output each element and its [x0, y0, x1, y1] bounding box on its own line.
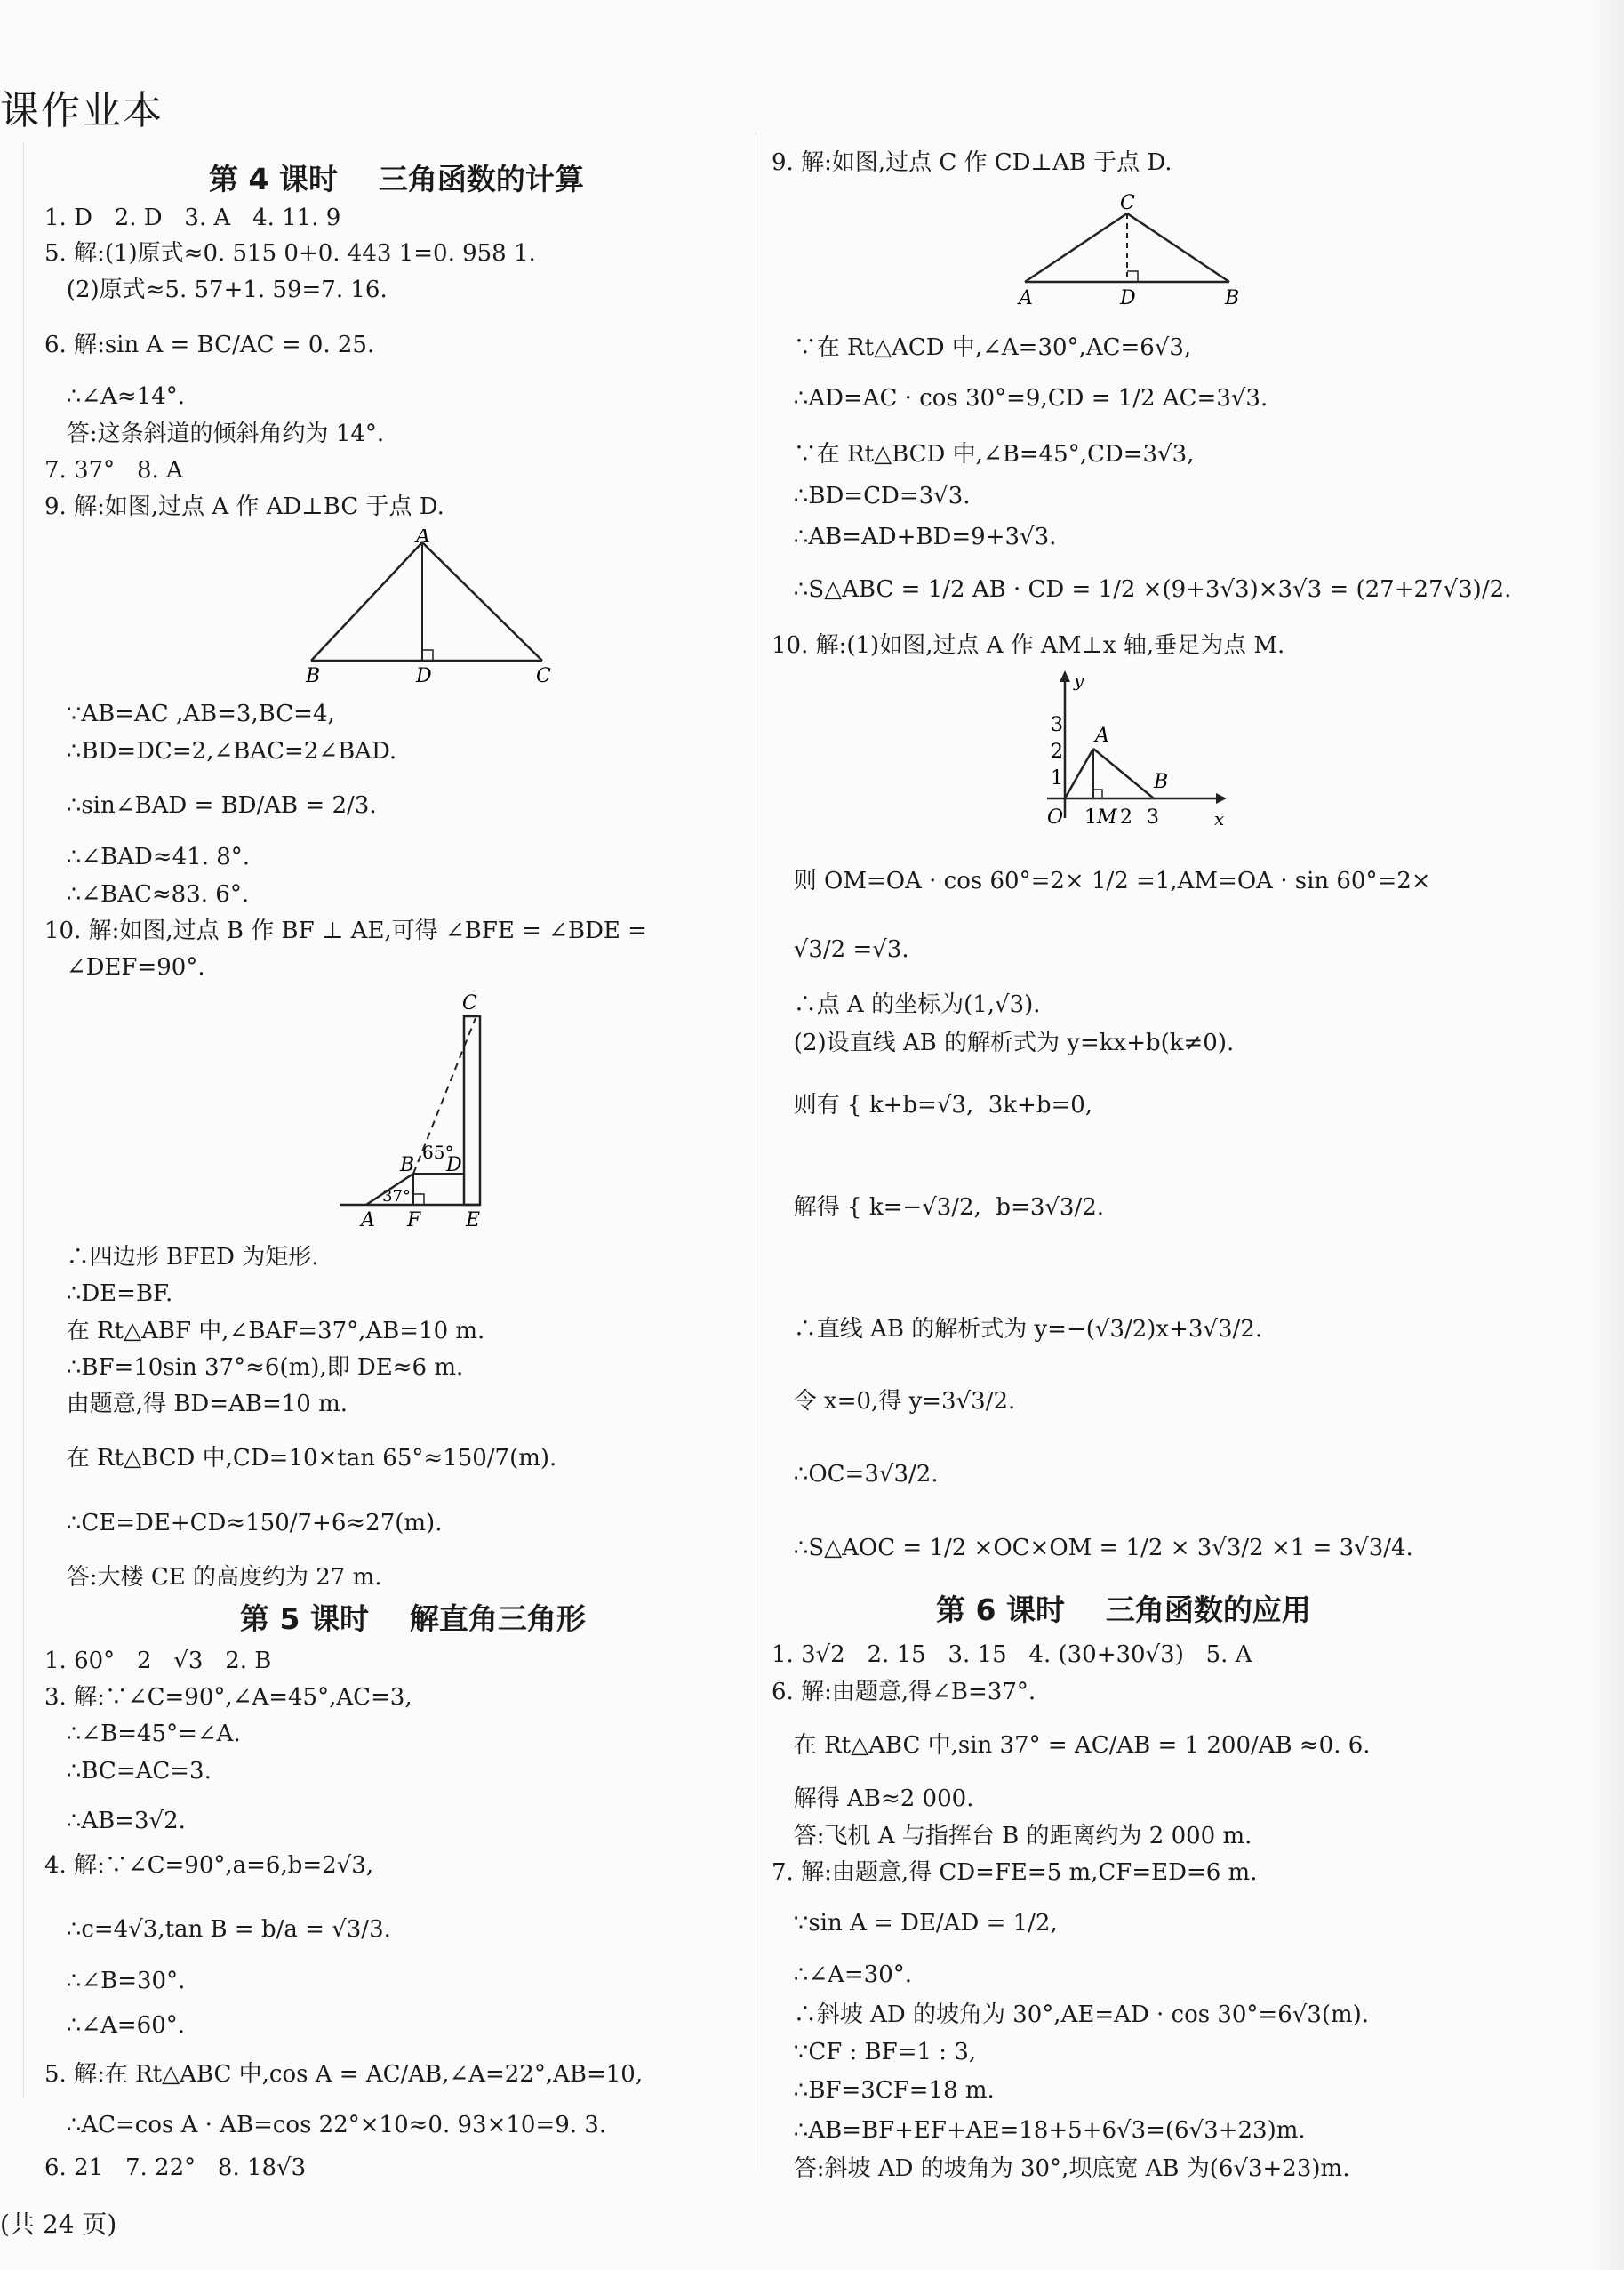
fig-label: B	[306, 665, 321, 687]
tick-label: 1	[1084, 806, 1097, 829]
answer-line: ∴AC=cos A · AB=cos 22°×10≈0. 93×10=9. 3.	[44, 2112, 607, 2138]
fig-line	[422, 542, 542, 661]
x-axis-arrow	[1216, 793, 1227, 804]
answer-line: ∴BF=3CF=18 m.	[772, 2077, 995, 2104]
answer-line: ∴∠A=60°.	[44, 2012, 186, 2039]
answer-line: ∴∠BAC≈83. 6°.	[44, 881, 250, 908]
answer-line: ∠DEF=90°.	[44, 954, 205, 981]
answer-line: 答:这条斜道的倾斜角约为 14°.	[44, 421, 385, 447]
fig-line	[1127, 213, 1229, 282]
answer-line: ∴斜坡 AD 的坡角为 30°,AE=AD · cos 30°=6√3(m).	[772, 2001, 1370, 2028]
answer-line: ∴∠B=45°=∠A.	[44, 1721, 241, 1747]
page-header-title: 课作业本	[0, 88, 164, 133]
answer-line: ∴BD=CD=3√3.	[772, 483, 971, 509]
answer-line: 答:斜坡 AD 的坡角为 30°,坝底宽 AB 为(6√3+23)m.	[772, 2155, 1350, 2182]
answer-line: 答:飞机 A 与指挥台 B 的距离约为 2 000 m.	[772, 1823, 1252, 1849]
page-footer: (共 24 页)	[0, 2210, 117, 2239]
answer-line: ∴AB=BF+EF+AE=18+5+6√3=(6√3+23)m.	[772, 2117, 1306, 2144]
tick-label: 2	[1051, 741, 1063, 763]
fig-label: A	[361, 1209, 375, 1231]
fig-label: D	[416, 665, 432, 687]
fig-label: D	[1120, 287, 1136, 309]
section-title-lesson5: 第 5 课时 解直角三角形	[240, 1601, 586, 1636]
answer-line: 答:大楼 CE 的高度约为 27 m.	[44, 1564, 382, 1591]
point-label-m: M	[1097, 806, 1117, 829]
figure-building-left	[329, 983, 542, 1231]
answer-line: 1. 60° 2 √3 2. B	[44, 1648, 272, 1674]
answer-line: ∴OC=3√3/2.	[772, 1461, 939, 1488]
answer-line: (2)设直线 AB 的解析式为 y=kx+b(k≠0).	[772, 1030, 1235, 1056]
answer-line: ∴直线 AB 的解析式为 y=−(√3/2)x+3√3/2.	[772, 1316, 1263, 1343]
answer-line: (2)原式≈5. 57+1. 59=7. 16.	[44, 277, 388, 303]
point-label-b: B	[1154, 771, 1169, 793]
answer-line: 在 Rt△BCD 中,CD=10×tan 65°≈150/7(m).	[44, 1445, 557, 1472]
origin-label: O	[1047, 806, 1064, 829]
answer-line: 解得 AB≈2 000.	[772, 1785, 974, 1812]
fig-label: E	[466, 1209, 481, 1231]
answer-line: 3. 解:∵∠C=90°,∠A=45°,AC=3,	[44, 1684, 412, 1711]
answer-line: 10. 解:(1)如图,过点 A 作 AM⊥x 轴,垂足为点 M.	[772, 632, 1285, 659]
answer-line: 9. 解:如图,过点 A 作 AD⊥BC 于点 D.	[44, 493, 444, 520]
fig-line	[1025, 213, 1127, 282]
answer-line: 在 Rt△ABC 中,sin 37° = AC/AB = 1 200/AB ≈0. 6.	[772, 1732, 1371, 1759]
axis-label-y: y	[1074, 670, 1084, 691]
fig-line	[311, 542, 422, 661]
answer-line: ∵在 Rt△ACD 中,∠A=30°,AC=6√3,	[772, 334, 1192, 361]
right-angle-mark	[1127, 271, 1138, 282]
answer-line: ∴四边形 BFED 为矩形.	[44, 1244, 319, 1271]
answer-line: 1. D 2. D 3. A 4. 11. 9	[44, 205, 341, 231]
answer-line: ∴BF=10sin 37°≈6(m),即 DE≈6 m.	[44, 1354, 464, 1381]
answer-line: ∴BD=DC=2,∠BAC=2∠BAD.	[44, 738, 397, 765]
left-margin-rule	[23, 142, 24, 2098]
tick-label: 2	[1120, 806, 1132, 829]
answer-line: 9. 解:如图,过点 C 作 CD⊥AB 于点 D.	[772, 149, 1172, 176]
fig-angle-label: 37°	[382, 1187, 411, 1206]
tick-label: 3	[1051, 714, 1063, 736]
answer-line: ∴S△AOC = 1/2 ×OC×OM = 1/2 × 3√3/2 ×1 = 3√3/4.	[772, 1535, 1413, 1561]
answer-line: ∴∠A=30°.	[772, 1961, 913, 1988]
answer-line: 1. 3√2 2. 15 3. 15 4. (30+30√3) 5. A	[772, 1641, 1252, 1668]
y-axis-arrow	[1060, 670, 1070, 682]
right-angle-mark	[422, 650, 433, 661]
page-shadow	[1588, 0, 1624, 2270]
section-title-lesson6: 第 6 课时 三角函数的应用	[936, 1592, 1311, 1627]
answer-line: 解得 { k=−√3/2, b=3√3/2.	[772, 1194, 1105, 1221]
answer-line: ∴AB=3√2.	[44, 1808, 186, 1834]
fig-label: B	[1225, 287, 1240, 309]
figure-triangle-acb-right	[1012, 182, 1260, 316]
answer-line: ∴AB=AD+BD=9+3√3.	[772, 524, 1057, 550]
answer-line: 则有 { k+b=√3, 3k+b=0,	[772, 1092, 1093, 1119]
answer-line: ∴BC=AC=3.	[44, 1758, 212, 1785]
answer-line: 则 OM=OA · cos 60°=2× 1/2 =1,AM=OA · sin 60°=2×	[772, 868, 1431, 894]
answer-line: ∵在 Rt△BCD 中,∠B=45°,CD=3√3,	[772, 441, 1195, 468]
fig-label: B	[400, 1154, 415, 1176]
answer-line: 7. 37° 8. A	[44, 457, 183, 484]
answer-line: ∴∠A≈14°.	[44, 383, 186, 410]
answer-line: 令 x=0,得 y=3√3/2.	[772, 1388, 1016, 1415]
answer-line: ∵CF : BF=1 : 3,	[772, 2039, 977, 2065]
section-title-lesson4: 第 4 课时 三角函数的计算	[209, 162, 584, 197]
figure-triangle-abc-left	[302, 529, 560, 689]
fig-label: A	[1019, 287, 1033, 309]
fig-label: A	[416, 529, 430, 548]
answer-line: ∴DE=BF.	[44, 1280, 173, 1307]
figure-coordinate-plane	[1038, 667, 1234, 836]
axis-label-x: x	[1214, 808, 1225, 830]
answer-line: 由题意,得 BD=AB=10 m.	[44, 1391, 348, 1417]
segment-oa	[1065, 749, 1093, 798]
answer-line: √3/2 =√3.	[772, 936, 909, 963]
answer-line: ∴CE=DE+CD≈150/7+6≈27(m).	[44, 1510, 443, 1536]
answer-line: 6. 解:sin A = BC/AC = 0. 25.	[44, 332, 375, 358]
fig-label: D	[446, 1154, 462, 1176]
answer-line: ∴点 A 的坐标为(1,√3).	[772, 991, 1041, 1018]
fig-label: C	[1120, 192, 1135, 214]
answer-line: ∴c=4√3,tan B = b/a = √3/3.	[44, 1916, 391, 1943]
tick-label: 1	[1051, 767, 1063, 790]
answer-line: ∵AB=AC ,AB=3,BC=4,	[44, 701, 335, 727]
answer-line: 10. 解:如图,过点 B 作 BF ⊥ AE,可得 ∠BFE = ∠BDE =	[44, 918, 647, 944]
answer-line: 6. 21 7. 22° 8. 18√3	[44, 2154, 307, 2181]
answer-line: 7. 解:由题意,得 CD=FE=5 m,CF=ED=6 m.	[772, 1859, 1258, 1886]
fig-building	[464, 1016, 480, 1205]
right-angle-mark	[1093, 790, 1102, 798]
answer-line: ∴∠BAD≈41. 8°.	[44, 844, 251, 870]
tick-label: 3	[1147, 806, 1159, 829]
fig-label: F	[407, 1209, 421, 1231]
answer-line: 6. 解:由题意,得∠B=37°.	[772, 1679, 1036, 1705]
right-angle-mark	[413, 1194, 424, 1205]
fig-label: C	[536, 665, 551, 687]
answer-line: ∴∠B=30°.	[44, 1968, 186, 1994]
answer-line: 5. 解:在 Rt△ABC 中,cos A = AC/AB,∠A=22°,AB=10,	[44, 2061, 644, 2088]
answer-line: ∴sin∠BAD = BD/AB = 2/3.	[44, 792, 377, 819]
fig-angle-label: 65°	[422, 1142, 454, 1163]
answer-line: ∴S△ABC = 1/2 AB · CD = 1/2 ×(9+3√3)×3√3 = (27+27√3)/2.	[772, 576, 1512, 603]
answer-line: 在 Rt△ABF 中,∠BAF=37°,AB=10 m.	[44, 1318, 485, 1344]
answer-line: 5. 解:(1)原式≈0. 515 0+0. 443 1=0. 958 1.	[44, 240, 536, 267]
answer-line: ∵sin A = DE/AD = 1/2,	[772, 1910, 1058, 1937]
answer-line: ∴AD=AC · cos 30°=9,CD = 1/2 AC=3√3.	[772, 385, 1268, 412]
point-label-a: A	[1095, 725, 1109, 747]
answer-line: 4. 解:∵∠C=90°,a=6,b=2√3,	[44, 1852, 374, 1879]
fig-label: C	[462, 992, 477, 1015]
